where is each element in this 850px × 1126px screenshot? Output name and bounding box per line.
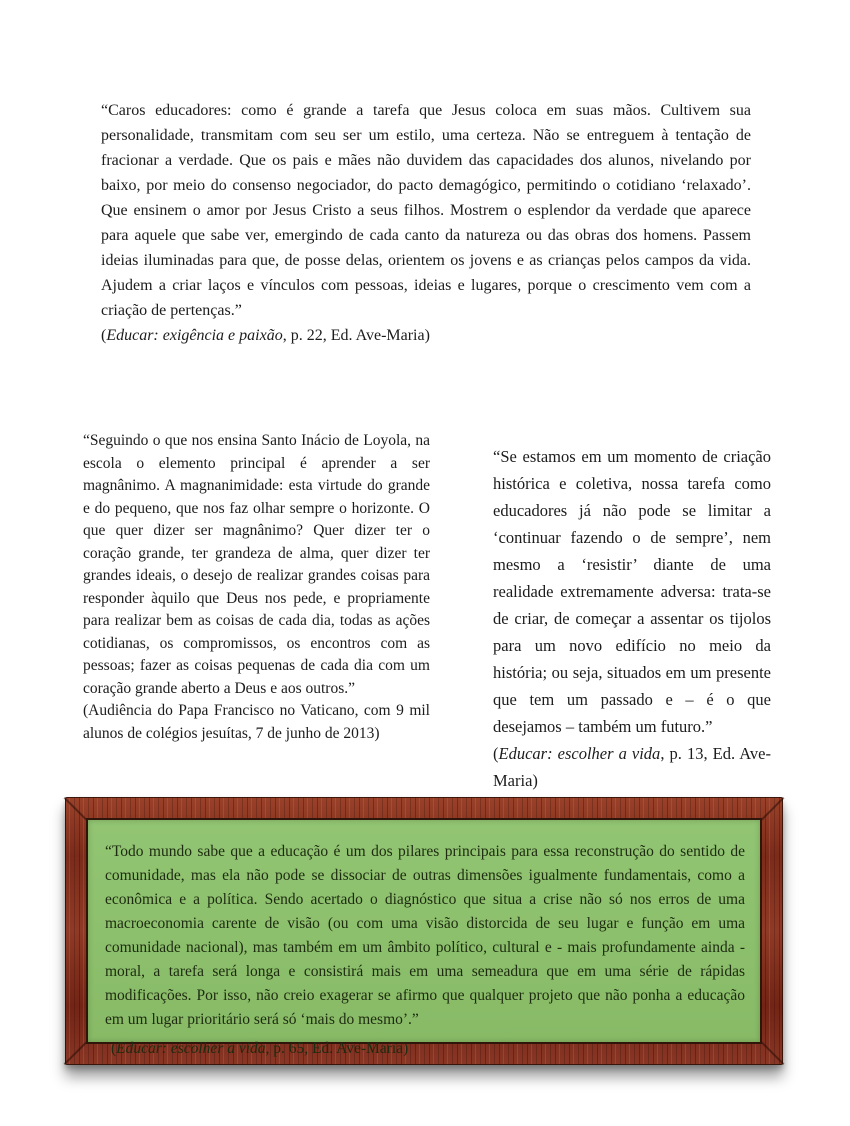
- citation-open-paren: (: [111, 1040, 117, 1057]
- board-text-block: [105, 840, 745, 1061]
- board-citation: [105, 1037, 745, 1061]
- right-column-citation: [493, 740, 771, 794]
- opening-quote-text: “Caros educadores: como é grande a tarefa que Jesus coloca em suas mãos. Cultivem sua personalidade, transmitam com seu ser um estilo, uma certeza. Não se entreguem à tentação de fracionar a verdade. Que os pais e mães não duvidem das capacidades dos alunos, nivelando por baixo, por meio do consenso negociador, do pacto demagógico, permitindo o cotidiano ‘relaxado’. Que ensinem o amor por Jesus Cristo a seus filhos. Mostrem o esplendor da verdade que aparece para aquele que sabe ver, emergindo de cada canto da natureza ou das obras dos homens. Passem ideias iluminadas para que, de posse delas, orientem os jovens e as crianças pelos campos da vida. Ajudem a criar laços e vínculos com pessoas, ideias e lugares, porque o crescimento vem com a criação de pertenças.”: [101, 102, 751, 319]
- frame-miter-bottom-right: [761, 1042, 784, 1065]
- opening-quote-section: [101, 98, 751, 348]
- citation-book-title: Educar: escolher a vida: [116, 1040, 266, 1057]
- right-column-quote-section: [493, 443, 771, 794]
- frame-miter-top-left: [64, 797, 87, 820]
- wood-framed-board: [65, 797, 783, 1065]
- left-column-quote-section: [83, 430, 430, 745]
- board-green-panel: [86, 818, 762, 1057]
- frame-miter-bottom-left: [64, 1042, 87, 1065]
- left-column-citation: (Audiência do Papa Francisco no Vaticano, com 9 mil alunos de colégios jesuítas, 7 de junho de 2013): [83, 702, 430, 742]
- frame-miter-top-right: [761, 797, 784, 820]
- left-column-quote-text: “Seguindo o que nos ensina Santo Inácio de Loyola, na escola o elemento principal é aprender a ser magnânimo. A magnanimidade: esta virtude do grande e do pequeno, que nos faz olhar sempre o horizonte. O que quer dizer ser magnânimo? Quer dizer ter o coração grande, ter grandeza de alma, quer dizer ter grandes ideais, o desejo de realizar grandes coisas para responder àquilo que Deus nos pede, e propriamente para realizar bem as coisas de cada dia, todas as ações cotidianas, os compromissos, os encontros com as pessoas; fazer as coisas pequenas de cada dia com um coração grande aberto a Deus e aos outros.”: [83, 432, 430, 697]
- citation-open-paren: (: [493, 744, 499, 763]
- board-quote-text: “Todo mundo sabe que a educação é um dos pilares principais para essa reconstrução do sentido de comunidade, mas ela não pode se dissociar de outras dimensões igualmente fundamentais, como a econômica e a política. Sendo acertado o diagnóstico que situa a crise não só nos erros de uma macroeconomia carente de visão (ou com uma visão distorcida de seu lugar e função em uma comunidade nacional), mas também em um âmbito político, cultural e - mais profundamente ainda - moral, a tarefa será longa e consistirá mais em uma semeadura que em uma série de rápidas modificações. Por isso, não creio exagerar se afirmo que qualquer projeto que não ponha a educação em um lugar prioritário será só ‘mais do mesmo’.”: [105, 843, 745, 1028]
- citation-open-paren: (: [101, 327, 107, 344]
- citation-book-title: Educar: escolher a vida: [498, 744, 661, 763]
- citation-suffix: , p. 65, Ed. Ave-Maria): [265, 1040, 409, 1057]
- citation-suffix: , p. 22, Ed. Ave-Maria): [282, 327, 430, 344]
- opening-quote-citation: [101, 323, 751, 348]
- citation-suffix: , p. 13, Ed. Ave-Maria): [493, 744, 771, 790]
- citation-book-title: Educar: exigência e paixão: [106, 327, 283, 344]
- right-column-quote-text: “Se estamos em um momento de criação histórica e coletiva, nossa tarefa como educadores já não pode se limitar a ‘continuar fazendo o de sempre’, nem mesmo a ‘resistir’ diante de uma realidade extremamente adversa: trata-se de criar, de começar a assentar os tijolos para um novo edifício no meio da história; ou seja, situados em um presente que tem um passado e – é o que desejamos – também um futuro.”: [493, 447, 771, 736]
